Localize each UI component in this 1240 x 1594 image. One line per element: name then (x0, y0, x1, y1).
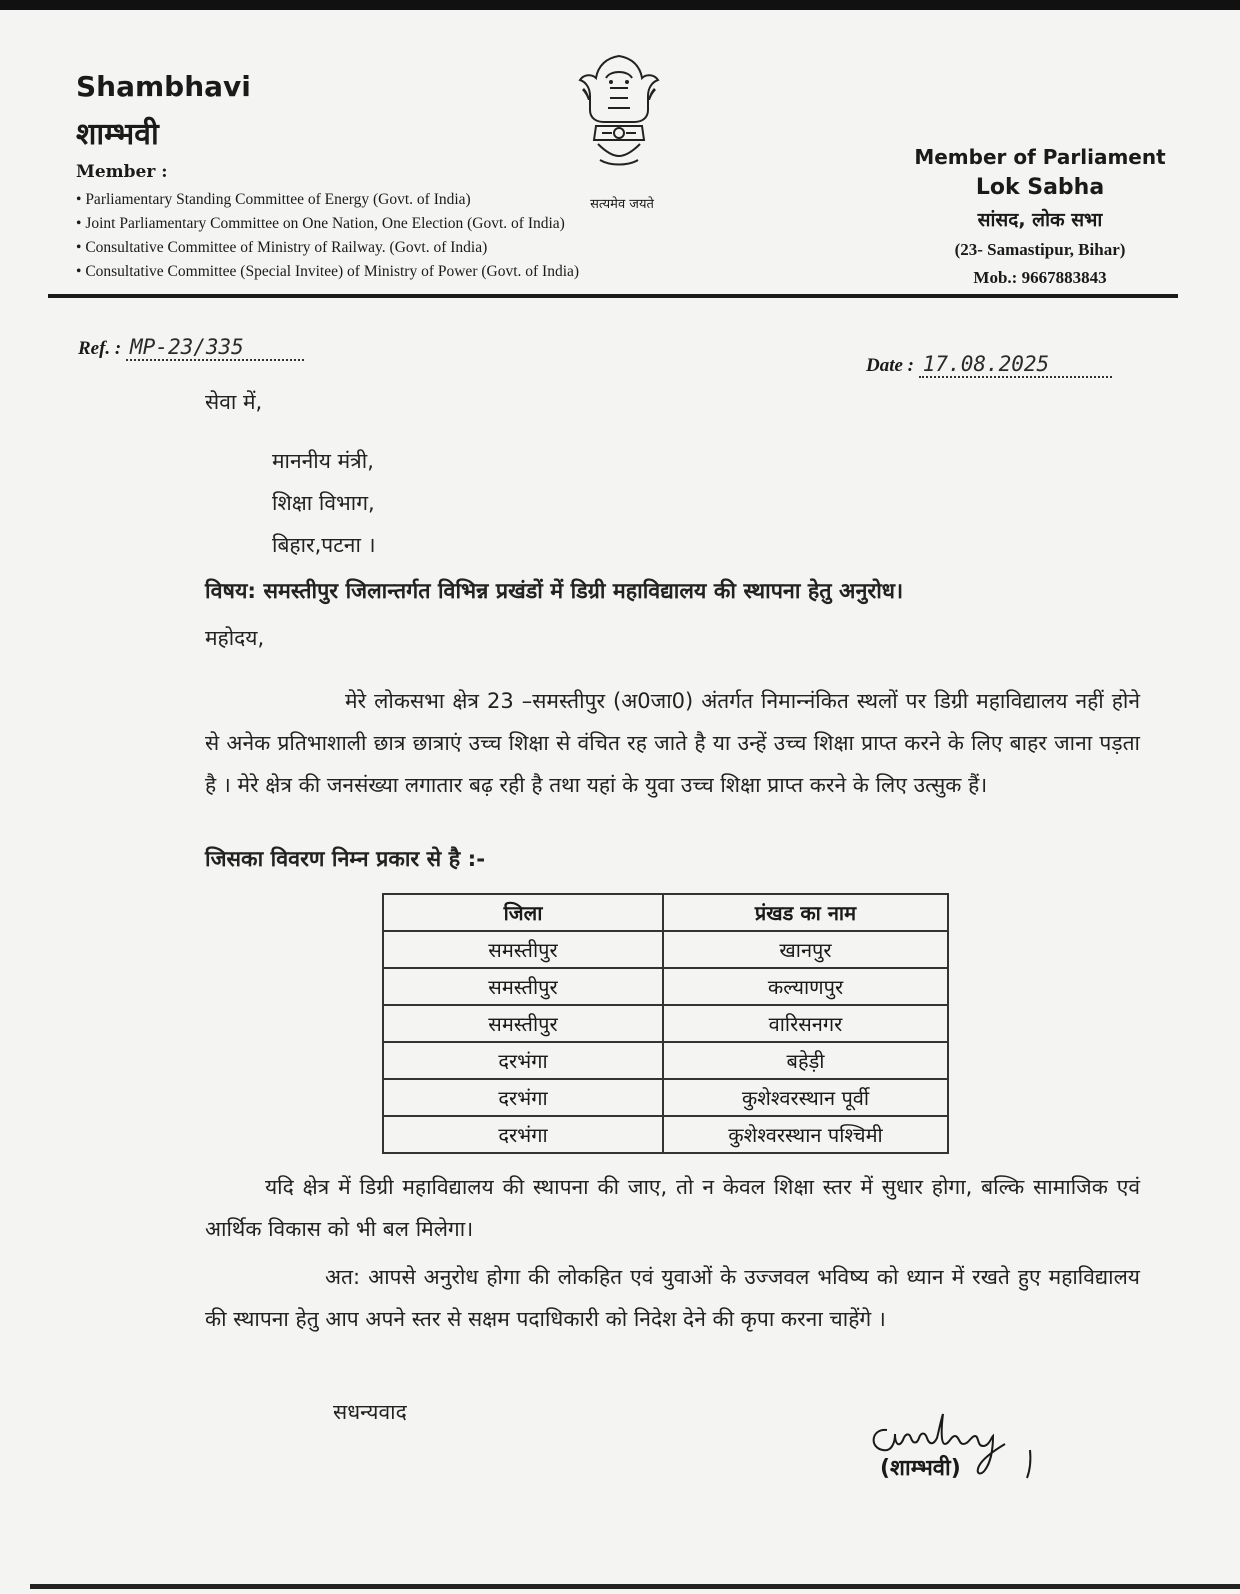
address-line: माननीय मंत्री, (272, 449, 374, 473)
block-cell: कुशेश्वरस्थान पश्चिमी (663, 1116, 948, 1153)
membership-item: • Consultative Committee (Special Invitee) of Ministry of Power (Govt. of India) (76, 260, 579, 284)
block-table (382, 893, 949, 1154)
sender-name-english: Shambhavi (76, 70, 251, 103)
sender-name-hindi: शाम्भवी (76, 117, 159, 152)
membership-item: • Parliamentary Standing Committee of Energy (Govt. of India) (76, 188, 579, 212)
district-cell: दरभंगा (383, 1079, 663, 1116)
block-cell: बहेड़ी (663, 1042, 948, 1079)
district-cell: समस्तीपुर (383, 1005, 663, 1042)
membership-item: • Consultative Committee of Ministry of Railway. (Govt. of India) (76, 236, 579, 260)
table-row (383, 931, 948, 968)
body-paragraph-3: अत: आपसे अनुरोध होगा की लोकहित एवं युवाओं के उज्जवल भविष्य को ध्यान में रखते हुए महाविद्यालय की स्थापना हेतु आप अपने स्तर से सक्षम पदाधिकारी को निदेश देने की कृपा करना चाहेंगे । (205, 1265, 1140, 1331)
district-cell: दरभंगा (383, 1116, 663, 1153)
address-line: बिहार,पटना । (272, 533, 376, 557)
designation-hindi: सांसद, लोक सभा (977, 209, 1103, 231)
column-header-block: प्रंखड का नाम (663, 894, 948, 931)
membership-item: • Joint Parliamentary Committee on One Nation, One Election (Govt. of India) (76, 212, 579, 236)
district-cell: दरभंगा (383, 1042, 663, 1079)
block-cell: कुशेश्वरस्थान पूर्वी (663, 1079, 948, 1116)
table-row (383, 1042, 948, 1079)
district-cell: समस्तीपुर (383, 931, 663, 968)
top-edge-bar (0, 0, 1240, 10)
body-paragraph-2: यदि क्षेत्र में डिग्री महाविद्यालय की स्थापना की जाए, तो न केवल शिक्षा स्तर में सुधार होगा, बल्कि सामाजिक एवं आर्थिक विकास को भी बल मिलेगा। (205, 1175, 1140, 1241)
block-cell: खानपुर (663, 931, 948, 968)
address-line: शिक्षा विभाग, (272, 491, 375, 515)
membership-list (76, 188, 579, 284)
header-rule (48, 294, 1178, 298)
bottom-rule (30, 1584, 1240, 1589)
body-paragraph-1: मेरे लोकसभा क्षेत्र 23 –समस्तीपुर (अ0जा0) अंतर्गत निमान्‍नंकित स्थलों पर डिग्री महाविद्यालय नहीं होने से अनेक प्रतिभाशाली छात्र छात्राएं उच्च शिक्षा से वंचित रह जाते है या उन्हें उच्च शिक्षा प्राप्त करने के लिए बाहर जाना पड़ता है । मेरे क्षेत्र की जनसंख्या लगातार बढ़ रही है तथा यहां के युवा उच्च शिक्षा प्राप्त करने के लिए उत्सुक हैं। (205, 689, 1140, 797)
salutation-to: सेवा में, (205, 390, 263, 414)
mobile-number: Mob.: 9667883843 (973, 268, 1107, 287)
ref-label: Ref. : (78, 338, 122, 359)
date-value: 17.08.2025 (919, 352, 1112, 378)
subject-line: विषय: समस्तीपुर जिलान्तर्गत विभिन्न प्रखंडों में डिग्री महाविद्यालय की स्थापना हेतु अनुरोध। (205, 579, 904, 604)
table-row (383, 1116, 948, 1153)
table-row (383, 968, 948, 1005)
block-cell: कल्याणपुर (663, 968, 948, 1005)
block-cell: वारिसनगर (663, 1005, 948, 1042)
table-row (383, 1005, 948, 1042)
designation-block (910, 142, 1170, 292)
recipient-address (272, 440, 376, 566)
table-row (383, 1079, 948, 1116)
date-label: Date : (866, 355, 915, 376)
column-header-district: जिला (383, 894, 663, 931)
table-header-row (383, 894, 948, 931)
reference-line (78, 335, 304, 361)
member-label: Member : (76, 162, 168, 182)
designation-title: Member of Parliament (914, 145, 1166, 169)
district-cell: समस्तीपुर (383, 968, 663, 1005)
closing: सधन्यवाद (333, 1400, 407, 1424)
emblem-motto: सत्यमेव जयते (590, 197, 654, 212)
greeting: महोदय, (205, 626, 265, 650)
constituency: (23- Samastipur, Bihar) (954, 240, 1126, 259)
date-line (866, 352, 1112, 378)
national-emblem-icon (566, 48, 672, 198)
signatory-name: (शाम्भवी) (880, 1456, 961, 1481)
ref-value: MP-23/335 (126, 335, 304, 361)
designation-house: Lok Sabha (975, 175, 1105, 200)
details-heading: जिसका विवरण निम्न प्रकार से है :- (205, 847, 486, 872)
